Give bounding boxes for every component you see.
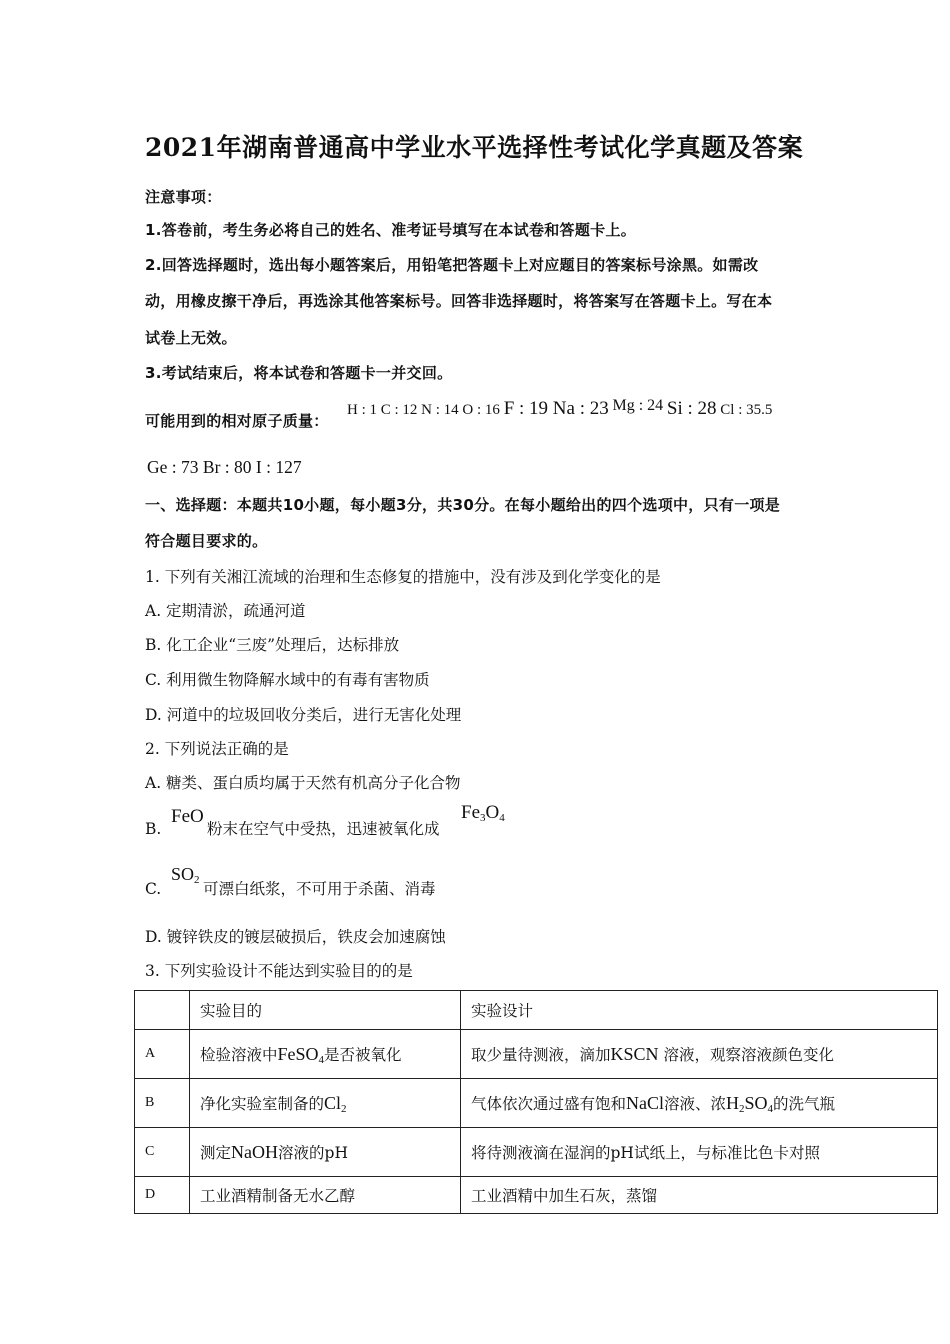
table-row [135, 1128, 938, 1177]
row-purpose: 净化实验室制备的$Cl_2$ [190, 1079, 461, 1128]
q1-stem: 1. 下列有关湘江流域的治理和生态修复的措施中，没有涉及到化学变化的是 [145, 568, 661, 586]
table-header-purpose: 实验目的 [190, 991, 461, 1030]
q2-option-c-letter: C. [145, 880, 162, 898]
section-1-line-2: 符合题目要求的。 [145, 532, 268, 550]
q2-option-c-text: 可漂白纸浆，不可用于杀菌、消毒 [203, 880, 436, 898]
q2-option-b-letter: B. [145, 820, 162, 838]
page-title: 2021年湖南普通高中学业水平选择性考试化学真题及答案 [145, 133, 804, 162]
row-purpose: 测定NaOH溶液的pH [190, 1128, 461, 1177]
notice-item-2-line-2: 动，用橡皮擦干净后，再选涂其他答案标号。回答非选择题时，将答案写在答题卡上。写在本 [145, 292, 773, 310]
row-design: 气体依次通过盛有饱和NaCl溶液、浓$H_2SO_4$的洗气瓶 [461, 1079, 938, 1128]
row-purpose: 工业酒精制备无水乙醇 [190, 1177, 461, 1214]
row-label: D [135, 1177, 190, 1214]
row-label: B [135, 1079, 190, 1128]
table-row [135, 1079, 938, 1128]
section-1-line-1: 一、选择题：本题共10小题，每小题3分，共30分。在每小题给出的四个选项中，只有一项是 [145, 496, 781, 514]
row-label: A [135, 1030, 190, 1079]
notice-item-2-line-3: 试卷上无效。 [145, 329, 237, 347]
atomic-mass-label: 可能用到的相对原子质量： [145, 412, 329, 430]
q2-formula-feo: FeO [171, 806, 204, 827]
table-header-design: 实验设计 [461, 991, 938, 1030]
table-cell [135, 991, 190, 1030]
table-row [135, 1177, 938, 1214]
table-header-row [135, 991, 938, 1030]
q2-formula-so2: $SO_2$ [171, 864, 200, 886]
mass-si: Si : 28 [666, 398, 717, 419]
q2-stem: 2. 下列说法正确的是 [145, 740, 289, 758]
mass-f-na: F : 19 Na : 23 [503, 398, 609, 419]
atomic-mass-values [347, 398, 772, 420]
mass-cl: Cl : 35.5 [720, 402, 773, 418]
notice-item-3: 3.考试结束后，将本试卷和答题卡一并交回。 [145, 364, 453, 382]
row-design: 将待测液滴在湿润的pH试纸上，与标准比色卡对照 [461, 1128, 938, 1177]
row-design: 工业酒精中加生石灰，蒸馏 [461, 1177, 938, 1214]
atomic-mass-values-2: Ge : 73 Br : 80 I : 127 [147, 457, 302, 477]
notice-item-1: 1.答卷前，考生务必将自己的姓名、准考证号填写在本试卷和答题卡上。 [145, 221, 637, 239]
row-label: C [135, 1128, 190, 1177]
q1-option-a: A. 定期清淤，疏通河道 [145, 602, 306, 620]
q2-option-b-text: 粉末在空气中受热，迅速被氧化成 [207, 820, 440, 838]
q3-stem: 3. 下列实验设计不能达到实验目的的是 [145, 962, 413, 980]
row-design: 取少量待测液，滴加KSCN 溶液，观察溶液颜色变化 [461, 1030, 938, 1079]
q1-option-c: C. 利用微生物降解水域中的有毒有害物质 [145, 671, 430, 689]
notice-heading: 注意事项： [145, 188, 222, 206]
table-row [135, 1030, 938, 1079]
mass-mg: Mg : 24 [612, 397, 664, 414]
q2-formula-fe3o4: $Fe_3O_4$ [461, 802, 505, 824]
mass-hcno: H : 1 C : 12 N : 14 O : 16 [347, 402, 500, 418]
q1-option-b: B. 化工企业“三废”处理后，达标排放 [145, 636, 400, 654]
notice-item-2-line-1: 2.回答选择题时，选出每小题答案后，用铅笔把答题卡上对应题目的答案标号涂黑。如需改 [145, 256, 759, 274]
q2-option-a: A. 糖类、蛋白质均属于天然有机高分子化合物 [145, 774, 461, 792]
q2-option-d: D. 镀锌铁皮的镀层破损后，铁皮会加速腐蚀 [145, 928, 446, 946]
q1-option-d: D. 河道中的垃圾回收分类后，进行无害化处理 [145, 706, 462, 724]
row-purpose: 检验溶液中FeSO$_4$是否被氧化 [190, 1030, 461, 1079]
q3-table [134, 990, 938, 1214]
